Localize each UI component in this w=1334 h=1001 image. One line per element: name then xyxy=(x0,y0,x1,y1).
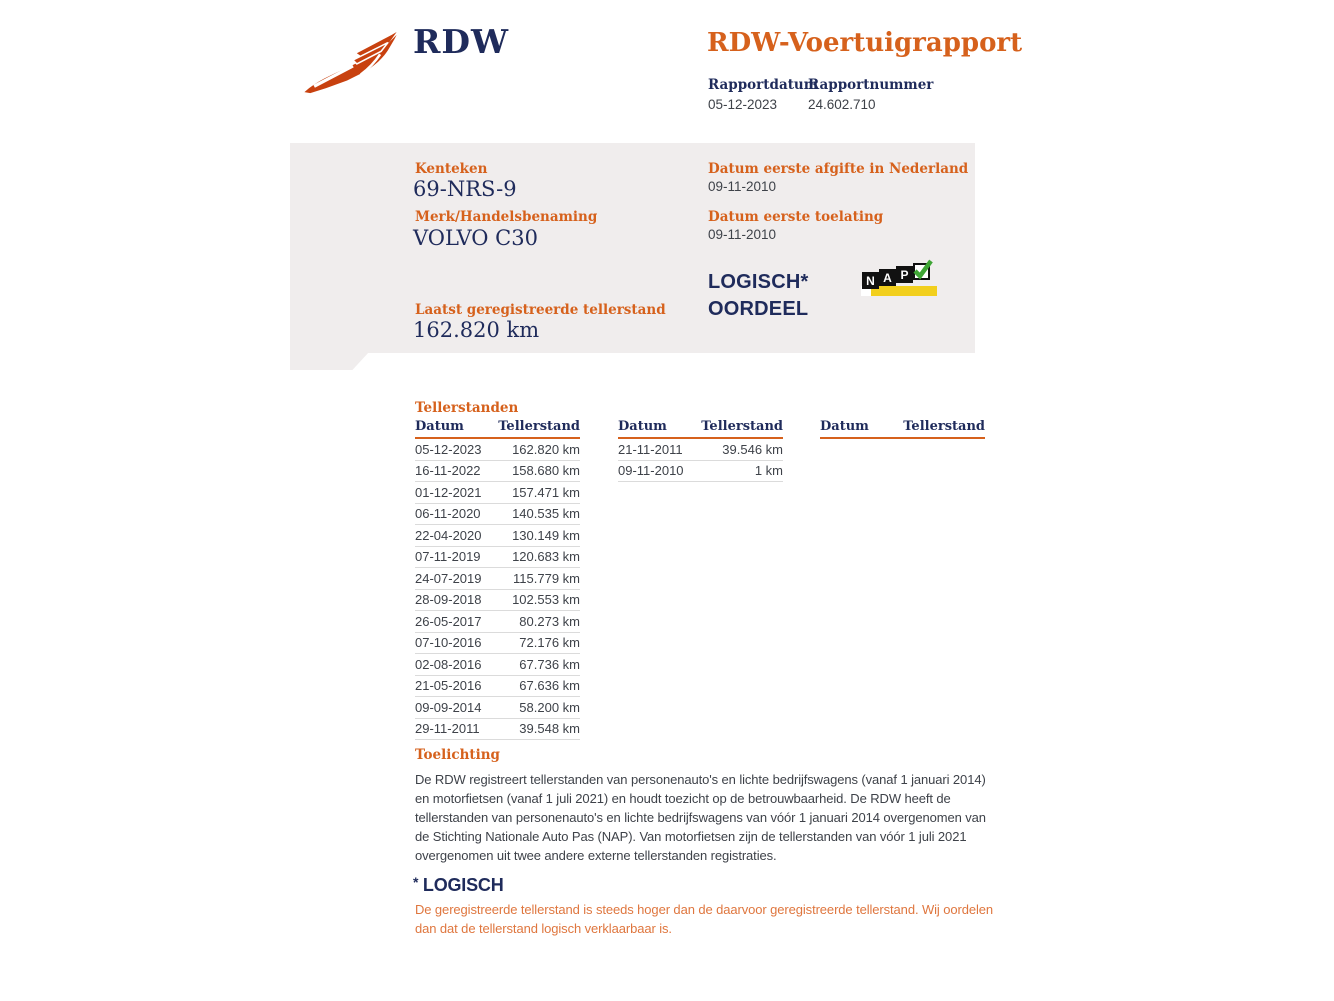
row-tellerstand: 67.636 km xyxy=(519,678,580,694)
table-header xyxy=(618,419,783,439)
col-datum: Datum xyxy=(618,419,667,434)
report-number-field xyxy=(808,77,933,112)
row-tellerstand: 120.683 km xyxy=(512,549,580,565)
table-row xyxy=(415,439,580,461)
row-tellerstand: 158.680 km xyxy=(512,463,580,479)
row-datum: 05-12-2023 xyxy=(415,441,482,457)
nap-logo xyxy=(861,262,939,300)
row-datum: 02-08-2016 xyxy=(415,656,482,672)
row-datum: 09-11-2010 xyxy=(618,463,684,479)
report-title: RDW-Voertuigrapport xyxy=(707,28,1023,58)
tellerstanden-table-1 xyxy=(415,419,580,740)
col-tellerstand: Tellerstand xyxy=(701,419,783,434)
row-datum: 28-09-2018 xyxy=(415,592,482,608)
datum-toelating-label: Datum eerste toelating xyxy=(708,209,884,225)
col-datum: Datum xyxy=(415,419,464,434)
nap-letter-n: N xyxy=(862,272,879,289)
table-row xyxy=(415,482,580,504)
table-header xyxy=(820,419,985,439)
vehicle-summary-panel-tail xyxy=(290,352,369,370)
table-row xyxy=(415,568,580,590)
report-number-label: Rapportnummer xyxy=(808,77,934,93)
report-date-label: Rapportdatum xyxy=(708,77,819,93)
oordeel-text xyxy=(708,269,809,323)
row-tellerstand: 162.820 km xyxy=(512,441,580,457)
row-tellerstand: 1 km xyxy=(754,463,783,479)
row-datum: 01-12-2021 xyxy=(415,484,482,500)
tellerstanden-heading: Tellerstanden xyxy=(415,400,519,416)
col-datum: Datum xyxy=(820,419,869,434)
table-row xyxy=(415,590,580,612)
report-meta xyxy=(708,77,951,112)
col-tellerstand: Tellerstand xyxy=(498,419,580,434)
logisch-star: * xyxy=(413,874,419,890)
nap-letter-a: A xyxy=(879,269,896,286)
row-tellerstand: 72.176 km xyxy=(519,635,580,651)
row-datum: 29-11-2011 xyxy=(415,721,480,737)
kenteken-value: 69-NRS-9 xyxy=(413,177,517,201)
laatste-tellerstand-label: Laatst geregistreerde tellerstand xyxy=(415,302,666,318)
row-datum: 07-11-2019 xyxy=(415,549,481,565)
row-datum: 24-07-2019 xyxy=(415,570,482,586)
row-tellerstand: 157.471 km xyxy=(512,484,580,500)
table-row xyxy=(415,719,580,741)
table-row xyxy=(415,697,580,719)
row-tellerstand: 140.535 km xyxy=(512,506,580,522)
nap-logo-yellow-bar xyxy=(871,286,937,296)
row-datum: 21-05-2016 xyxy=(415,678,482,694)
rdw-flame-icon xyxy=(302,30,400,96)
report-date-field xyxy=(708,77,819,112)
table-row xyxy=(618,439,783,461)
merk-label: Merk/Handelsbenaming xyxy=(415,209,598,225)
row-datum: 22-04-2020 xyxy=(415,527,482,543)
toelichting-body: De RDW registreert tellerstanden van personenauto's en lichte bedrijfswagens (vanaf 1 januari 2014) en motorfietsen (vanaf 1 juli 2021) en houdt toezicht op de betrouwbaarheid. De RDW heeft de tellerstanden van personenauto's en lichte bedrijfswagens van vóór 1 januari 2014 overgenomen van de Stichting Nationale Auto Pas (NAP). Van motorfietsen zijn de tellerstanden van vóór 1 juli 2021 overgenomen uit twee andere externe tellerstanden registraties. xyxy=(415,772,986,863)
datum-afgifte-label: Datum eerste afgifte in Nederland xyxy=(708,161,969,177)
logisch-body: De geregistreerde tellerstand is steeds hoger dan de daarvoor geregistreerde tellerstand. Wij oordelen dan dat de tellerstand logisch verklaarbaar is. xyxy=(415,902,994,936)
table-row xyxy=(618,461,783,483)
tellerstanden-table-3 xyxy=(820,419,985,439)
table-row xyxy=(415,611,580,633)
row-tellerstand: 67.736 km xyxy=(519,656,580,672)
row-tellerstand: 39.546 km xyxy=(722,441,783,457)
report-date-value: 05-12-2023 xyxy=(708,97,778,112)
table-row xyxy=(415,525,580,547)
rdw-wordmark: RDW xyxy=(413,22,510,61)
row-tellerstand: 80.273 km xyxy=(519,613,580,629)
logisch-heading xyxy=(413,874,504,896)
oordeel-line2: OORDEEL xyxy=(708,298,809,320)
datum-toelating-value: 09-11-2010 xyxy=(708,227,777,242)
row-datum: 26-05-2017 xyxy=(415,613,482,629)
laatste-tellerstand-value: 162.820 km xyxy=(413,318,540,342)
kenteken-label: Kenteken xyxy=(415,161,488,177)
table-row xyxy=(415,547,580,569)
row-tellerstand: 39.548 km xyxy=(519,721,580,737)
row-datum: 06-11-2020 xyxy=(415,506,481,522)
table-row xyxy=(415,676,580,698)
row-tellerstand: 115.779 km xyxy=(513,570,580,586)
row-datum: 09-09-2014 xyxy=(415,699,482,715)
table-row xyxy=(415,461,580,483)
table-row xyxy=(415,504,580,526)
nap-letter-p: P xyxy=(896,266,913,283)
toelichting-heading: Toelichting xyxy=(415,747,501,763)
tellerstanden-table-2 xyxy=(618,419,783,482)
row-tellerstand: 102.553 km xyxy=(512,592,580,608)
table-row xyxy=(415,654,580,676)
row-datum: 21-11-2011 xyxy=(618,441,683,457)
row-datum: 07-10-2016 xyxy=(415,635,482,651)
table-header xyxy=(415,419,580,439)
oordeel-line1: LOGISCH* xyxy=(708,271,809,293)
report-number-value: 24.602.710 xyxy=(808,97,876,112)
col-tellerstand: Tellerstand xyxy=(903,419,985,434)
green-checkmark-icon xyxy=(913,263,930,280)
row-tellerstand: 130.149 km xyxy=(512,527,580,543)
row-tellerstand: 58.200 km xyxy=(519,699,580,715)
row-datum: 16-11-2022 xyxy=(415,463,481,479)
table-row xyxy=(415,633,580,655)
datum-afgifte-value: 09-11-2010 xyxy=(708,179,777,194)
logisch-word: LOGISCH xyxy=(422,875,504,895)
merk-value: VOLVO C30 xyxy=(413,226,538,250)
